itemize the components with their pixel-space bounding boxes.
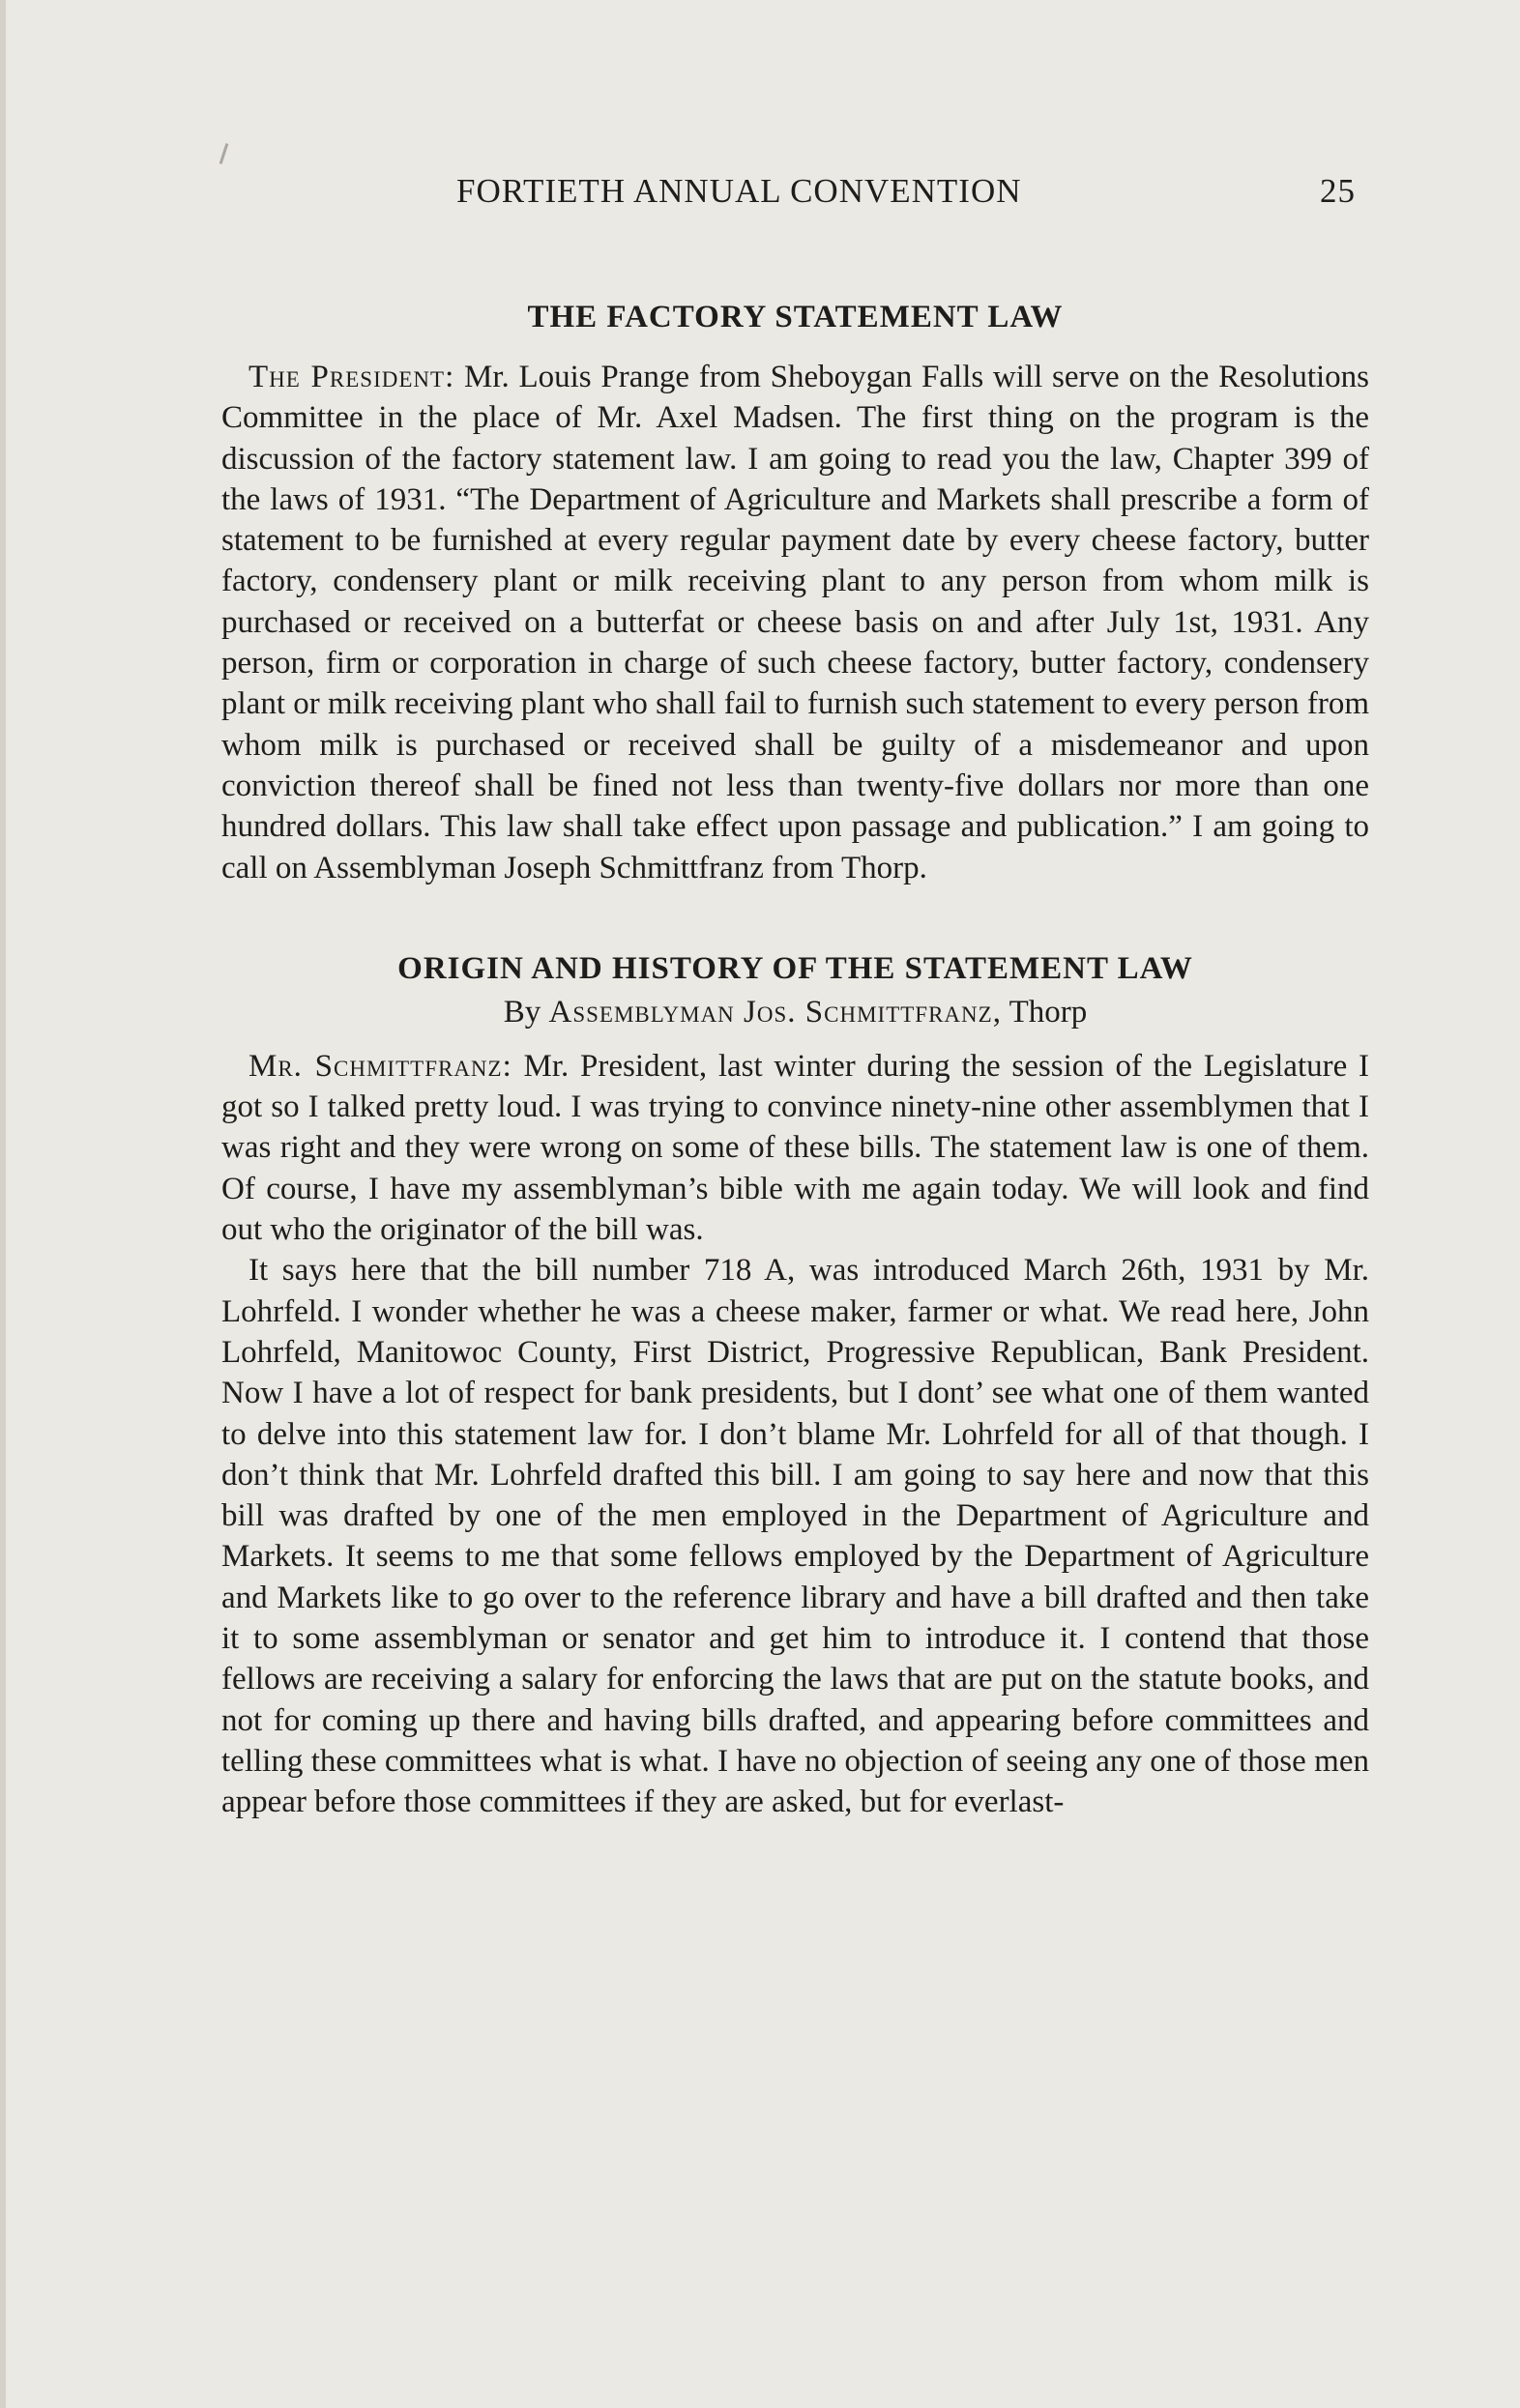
speaker-president: The President: <box>248 360 455 394</box>
president-paragraph <box>221 357 1369 888</box>
byline <box>221 995 1369 1030</box>
running-title: FORTIETH ANNUAL CONVENTION <box>456 172 1022 210</box>
schmittfranz-paragraph-2: It says here that the bill number 718 A, was introduced March 26th, 1931 by Mr. Lohrfeld. I wonder whether he was a cheese maker, farmer or what. We read here, John Lohrfeld, Manitowoc County, First District, Progressive Republican, Bank President. Now I have a lot of respect for bank presidents, but I dont’ see what one of them wanted to delve into this statement law for. I don’t blame Mr. Lohrfeld for all of that though. I don’t think that Mr. Lohrfeld drafted this bill. I am going to say here and now that this bill was drafted by one of the men employed in the Department of Agriculture and Markets. It seems to me that some fellows employed by the Department of Agriculture and Markets like to go over to the reference library and have a bill drafted and then take it to some assemblyman or senator and get him to introduce it. I contend that those fellows are receiving a salary for enforcing the laws that are put on the statute books, and not for coming up there and having bills drafted, and appearing before committees and telling these committees what is what. I have no objection of seeing any one of those men appear before those committees if they are asked, but for everlast- <box>221 1253 1369 1820</box>
president-remarks: Mr. Louis Prange from Sheboygan Falls will serve on the Resolutions Committee in the place of Mr. Axel Madsen. The first thing on the program is the discussion of the factory statement law. I am going to read you the law, Chapter 399 of the laws of 1931. “The Department of Agriculture and Markets shall prescribe a form of statement to be furnished at every regular payment date by every cheese factory, butter factory, condensery plant or milk receiving plant to any person from whom milk is purchased or received on a butterfat or cheese basis on and after July 1st, 1931. Any person, firm or corporation in charge of such cheese factory, butter factory, condensery plant or milk receiving plant who shall fail to furnish such statement to every person from whom milk is purchased or received shall be guilty of a misdemeanor and upon conviction thereof shall be fined not less than twenty-five dollars nor more than one hundred dollars. This law shall take effect upon passage and publication.” I am going to call on Assemblyman Joseph Schmittfranz from Thorp. <box>221 360 1370 885</box>
pencil-mark <box>219 143 229 164</box>
schmittfranz-remarks-1: Mr. President, last winter during the session of the Legislature I got so I talked pretty loud. I was trying to convince ninety-nine other assemblymen that I was right and they were wrong on some of these bills. The statement law is one of them. Of course, I have my assemblyman’s bible with me again today. We will look and find out who the originator of the bill was. <box>221 1048 1369 1248</box>
byline-place: Thorp <box>1008 994 1088 1030</box>
byline-author: Assemblyman Jos. Schmittfranz, <box>548 994 1002 1030</box>
byline-prefix: By <box>503 994 541 1030</box>
page-header <box>215 164 1361 213</box>
main-text <box>221 300 1369 1823</box>
page-number: 25 <box>1320 172 1356 210</box>
section-heading-origin-history: ORIGIN AND HISTORY OF THE STATEMENT LAW <box>397 950 1193 986</box>
schmittfranz-paragraph-1 <box>221 1046 1369 1250</box>
speaker-schmittfranz: Mr. Schmittfranz: <box>248 1048 512 1084</box>
section-heading-factory-statement-law: THE FACTORY STATEMENT LAW <box>527 300 1064 334</box>
